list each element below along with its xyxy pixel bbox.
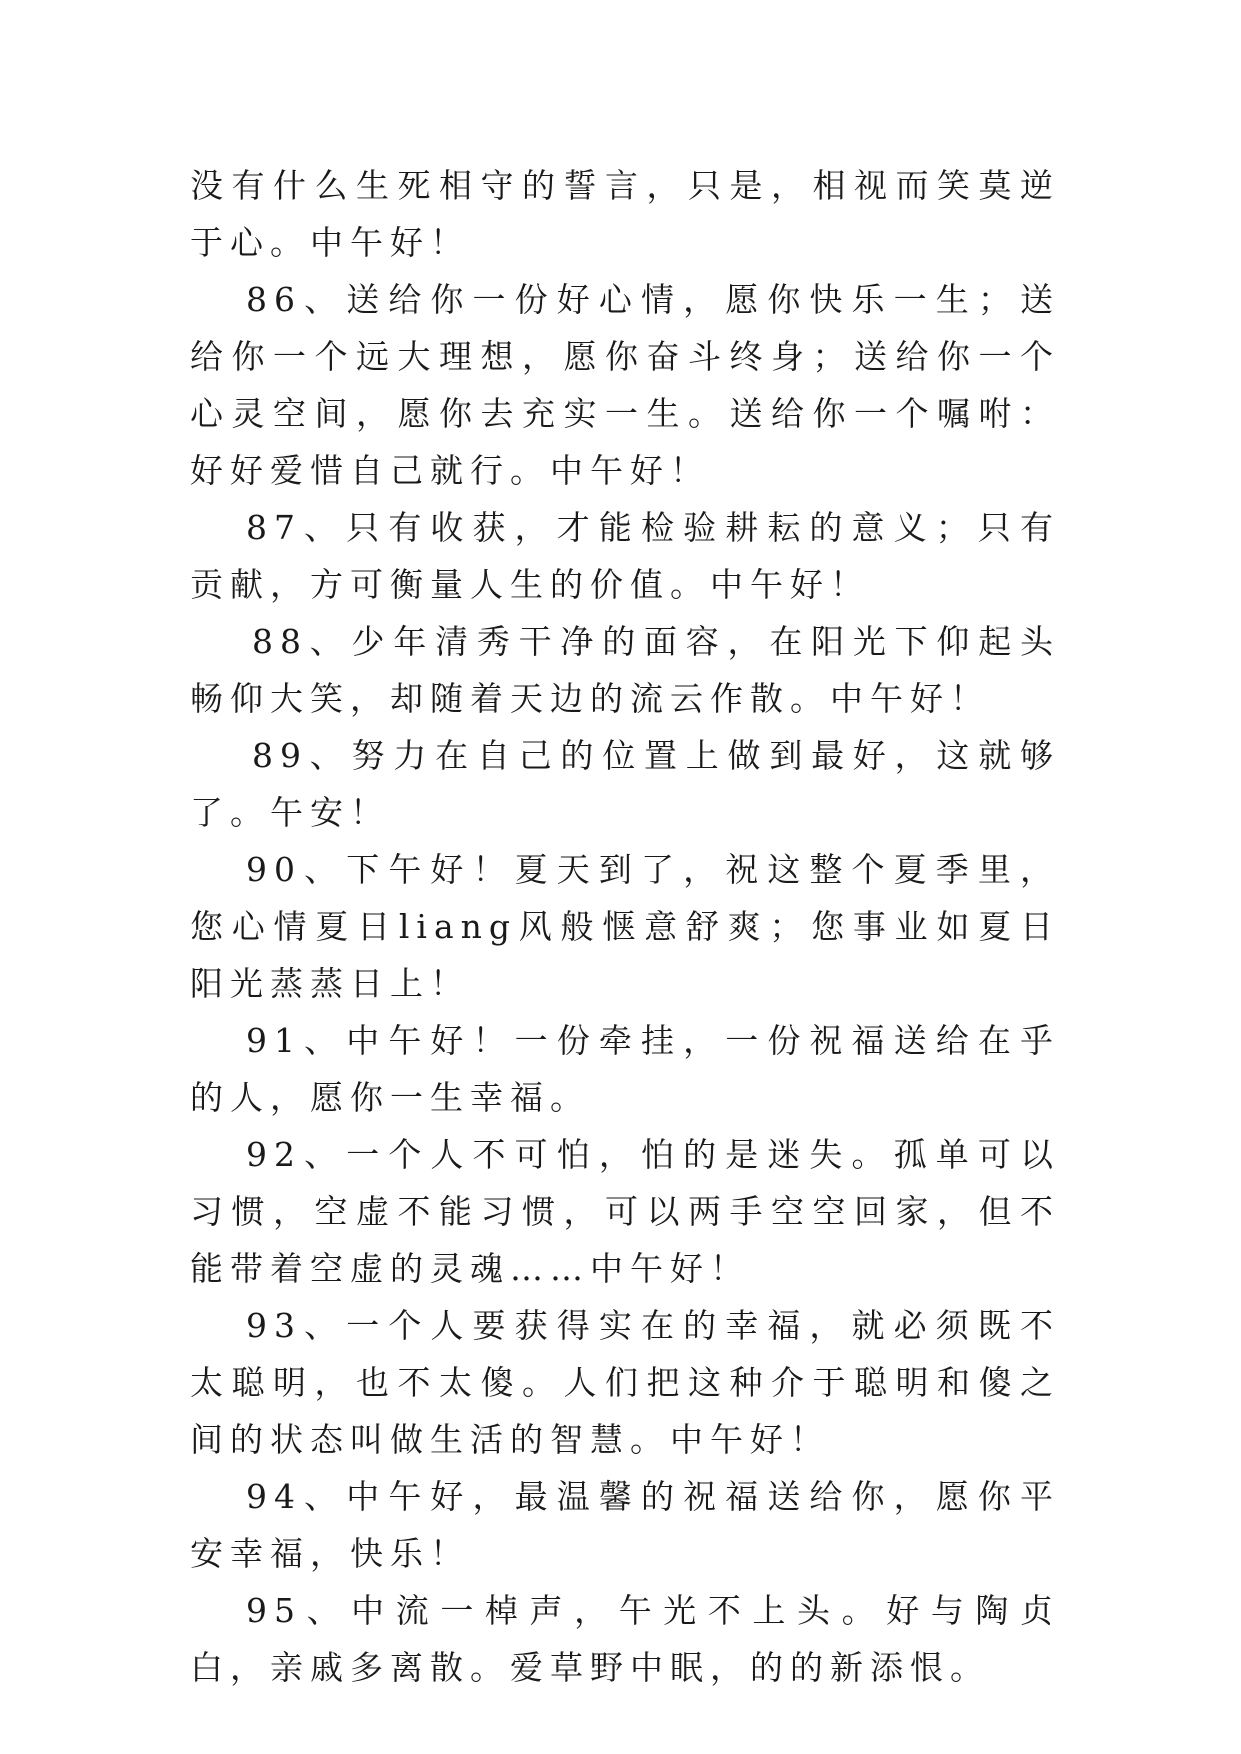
paragraph-90: 90、下午好！夏天到了，祝这整个夏季里，您心情夏日liang风般惬意舒爽；您事业如夏日阳光蒸蒸日上！ — [190, 850, 1060, 1003]
paragraph-89: 89、努力在自己的位置上做到最好，这就够了。午安！ — [190, 736, 1060, 832]
paragraph-91: 91、中午好！一份牵挂，一份祝福送给在乎的人，愿你一生幸福。 — [190, 1021, 1060, 1117]
paragraph-88: 88、少年清秀干净的面容，在阳光下仰起头畅仰大笑，却随着天边的流云作散。中午好！ — [190, 622, 1060, 718]
paragraph-92: 92、一个人不可怕，怕的是迷失。孤单可以习惯，空虚不能习惯，可以两手空空回家，但不能带着空虚的灵魂……中午好！ — [190, 1135, 1060, 1288]
paragraph-87: 87、只有收获，才能检验耕耘的意义；只有贡献，方可衡量人生的价值。中午好！ — [190, 508, 1060, 604]
paragraph-93: 93、一个人要获得实在的幸福，就必须既不太聪明，也不太傻。人们把这种介于聪明和傻之间的状态叫做生活的智慧。中午好！ — [190, 1306, 1060, 1459]
paragraph-86: 86、送给你一份好心情，愿你快乐一生；送给你一个远大理想，愿你奋斗终身；送给你一个心灵空间，愿你去充实一生。送给你一个嘱咐：好好爱惜自己就行。中午好！ — [190, 280, 1060, 490]
paragraph-95: 95、中流一棹声，午光不上头。好与陶贞白，亲戚多离散。爱草野中眠，的的新添恨。 — [190, 1591, 1060, 1687]
paragraph-continuation: 没有什么生死相守的誓言，只是，相视而笑莫逆于心。中午好！ — [190, 166, 1060, 262]
document-body — [190, 157, 1060, 1696]
paragraph-94: 94、中午好，最温馨的祝福送给你，愿你平安幸福，快乐！ — [190, 1477, 1060, 1573]
